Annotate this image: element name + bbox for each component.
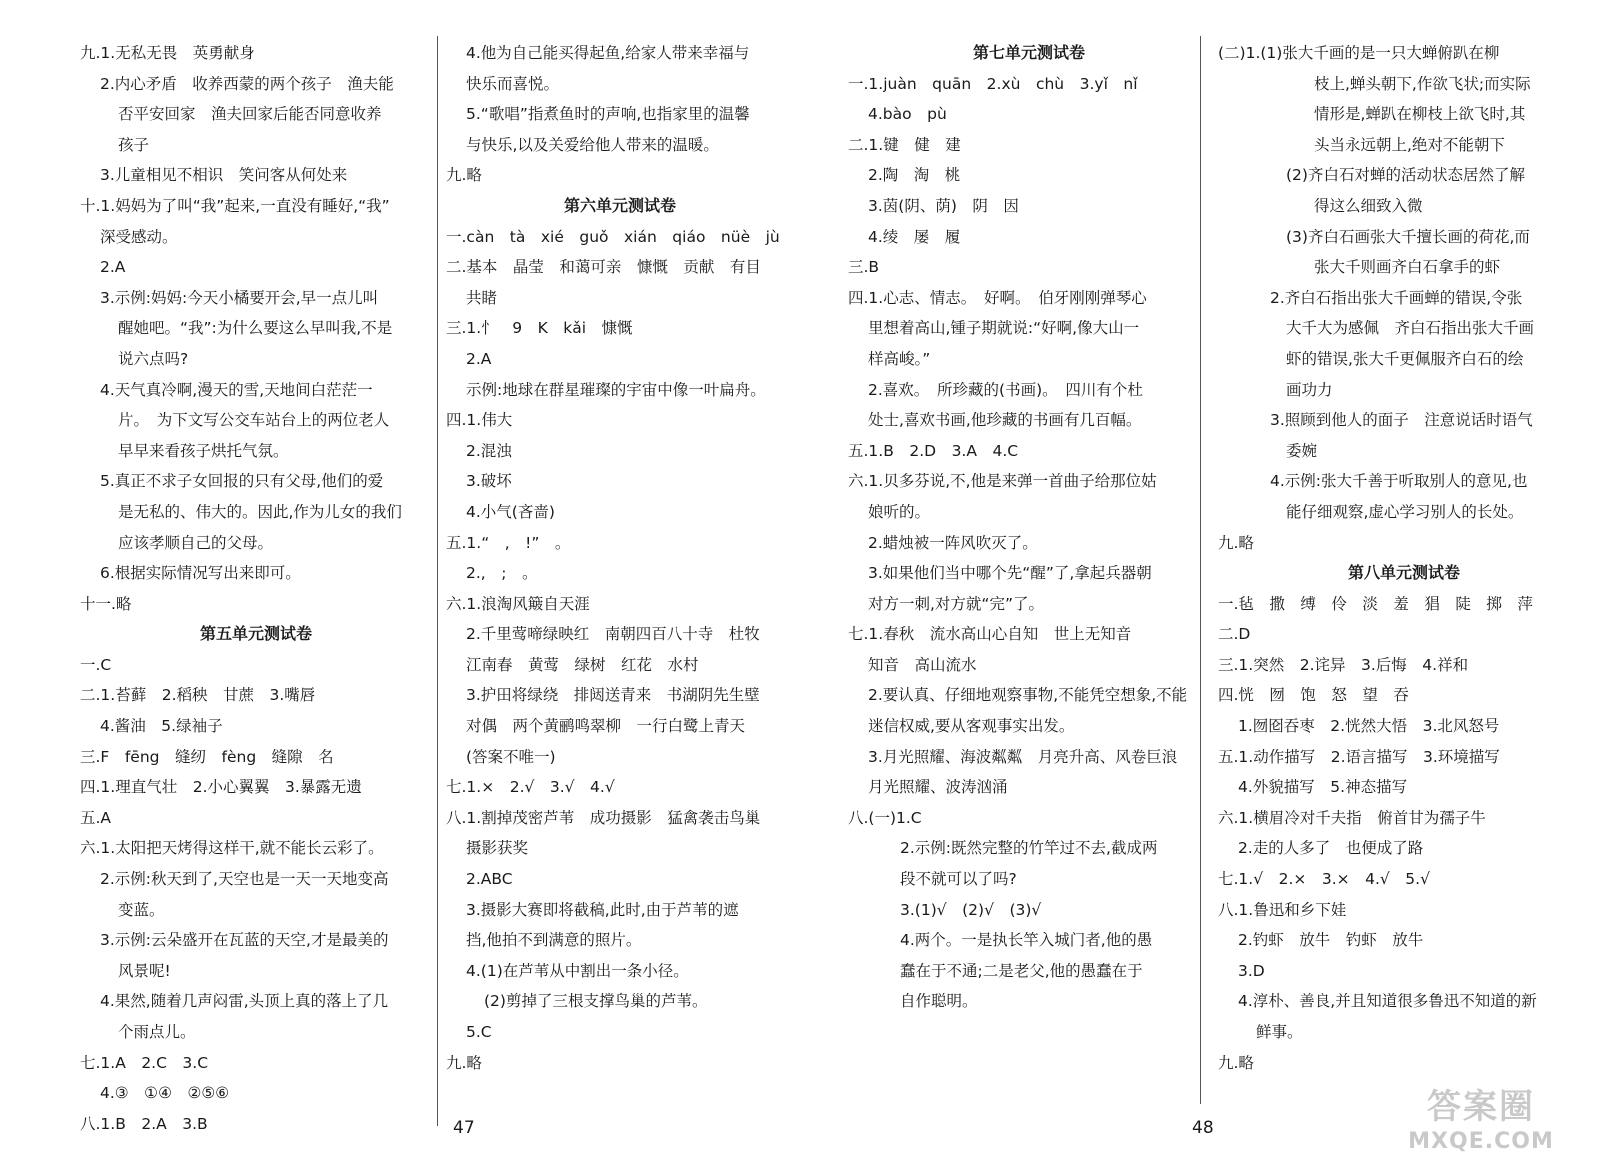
answer-line: 早早来看孩子烘托气氛。 (118, 441, 289, 460)
answer-line: 3.护田将绿绕 排闼送青来 书湖阴先生壁 (466, 686, 760, 705)
answer-column-2 (446, 38, 794, 1078)
answer-line: 一.càn tà xié guǒ xián qiáo nüè jù (446, 227, 780, 246)
answer-line: 九.略 (1218, 533, 1254, 552)
answer-line: 2.示例:秋天到了,天空也是一天一天地变高 (100, 870, 389, 889)
answer-line: (2)齐白石对蝉的活动状态居然了解 (1286, 166, 1525, 185)
answer-line: 5.“歌唱”指煮鱼时的声响,也指家里的温馨 (466, 105, 750, 124)
answer-line: 深受感动。 (100, 227, 178, 246)
answer-line: 个雨点儿。 (118, 1023, 196, 1041)
column-divider-left (437, 36, 438, 1126)
answer-line: 快乐而喜悦。 (466, 74, 560, 93)
answer-line: 3.示例:妈妈:今天小橘要开会,早一点儿叫 (100, 288, 379, 307)
answer-line: 枝上,蝉头朝下,作欲飞状;而实际 (1314, 74, 1531, 93)
page-number-right: 48 (1192, 1118, 1214, 1138)
answer-line: 5.真正不求子女回报的只有父母,他们的爱 (100, 472, 384, 491)
answer-line: 对偶 两个黄鹂鸣翠柳 一行白鹭上青天 (466, 717, 746, 736)
answer-line: (二)1.(1)张大千画的是一只大蝉俯趴在柳 (1218, 44, 1500, 62)
answer-column-3 (848, 38, 1210, 1017)
answer-line: 一.C (80, 655, 112, 674)
answer-line: 二.D (1218, 625, 1251, 644)
answer-line: 4.外貌描写 5.神态描写 (1238, 778, 1408, 797)
answer-column-1 (80, 38, 432, 1139)
watermark-logo (1406, 1086, 1556, 1164)
answer-line: 六.1.贝多芬说,不,他是来弹一首曲子给那位姑 (848, 472, 1157, 491)
answer-line: 1.囫囵吞枣 2.恍然大悟 3.北风怒号 (1238, 717, 1500, 736)
answer-line: 能仔细观察,虚心学习别人的长处。 (1286, 502, 1524, 521)
answer-line: 2.ABC (466, 870, 513, 889)
answer-line: 否平安回家 渔夫回家后能否同意收养 (118, 105, 382, 124)
answer-line: 2.混浊 (466, 441, 512, 460)
answer-line: 知音 高山流水 (868, 655, 977, 674)
answer-line: 2.示例:既然完整的竹竿过不去,截成两 (900, 839, 1158, 858)
answer-line: 2.钓虾 放牛 钓虾 放牛 (1238, 931, 1424, 950)
answer-line: 3.D (1238, 961, 1265, 980)
answer-line: 5.C (466, 1023, 492, 1041)
answer-line: 4.天气真冷啊,漫天的雪,天地间白茫茫一 (100, 380, 373, 399)
answer-line: 娘听的。 (868, 502, 931, 521)
answer-line: 4.他为自己能买得起鱼,给家人带来幸福与 (466, 44, 750, 62)
answer-line: 示例:地球在群星璀璨的宇宙中像一叶扁舟。 (466, 380, 766, 399)
answer-line: (2)剪掉了三根支撑鸟巢的芦苇。 (484, 992, 708, 1011)
section-heading: 第五单元测试卷 (199, 624, 312, 644)
answer-line: 2.内心矛盾 收养西蒙的两个孩子 渔夫能 (100, 74, 394, 93)
answer-line: 4.③ ①④ ②⑤⑥ (100, 1084, 230, 1103)
answer-line: 3.如果他们当中哪个先“醒”了,拿起兵器朝 (868, 564, 1152, 583)
page-number-left: 47 (453, 1118, 475, 1138)
answer-line: 四.1.心志、情志。 好啊。 伯牙刚刚弹琴心 (848, 288, 1147, 307)
answer-line: 片。 为下文写公交车站台上的两位老人 (118, 411, 390, 430)
answer-line: 五.1.B 2.D 3.A 4.C (848, 441, 1019, 460)
answer-line: 九.略 (1218, 1053, 1254, 1072)
answer-line: 四.恍 囫 饱 怒 望 吞 (1218, 686, 1409, 705)
answer-line: 与快乐,以及关爱给他人带来的温暖。 (466, 135, 719, 154)
answer-line: 3.(1)√ (2)√ (3)√ (900, 900, 1042, 919)
answer-line: 五.1.动作描写 2.语言描写 3.环境描写 (1218, 747, 1500, 766)
watermark-line-1: 答案圈 (1427, 1087, 1535, 1127)
answer-line: 七.1.√ 2.× 3.× 4.√ 5.√ (1218, 870, 1430, 889)
answer-line: 3.月光照耀、海波粼粼 月亮升高、风卷巨浪 (868, 747, 1178, 766)
answer-line: 4.bào pù (868, 105, 947, 124)
answer-line: 2.齐白石指出张大千画蝉的错误,令张 (1270, 288, 1523, 307)
answer-line: 五.A (80, 808, 112, 827)
answer-line: 4.淳朴、善良,并且知道很多鲁迅不知道的新 (1238, 992, 1537, 1011)
answer-line: 六.1.横眉冷对千夫指 俯首甘为孺子牛 (1218, 808, 1486, 827)
answer-line: 4.示例:张大千善于听取别人的意见,也 (1270, 472, 1528, 491)
answer-line: 3.示例:云朵盛开在瓦蓝的天空,才是最美的 (100, 931, 389, 950)
answer-line: 月光照耀、波涛汹涌 (868, 778, 1008, 797)
answer-line: 共睹 (466, 288, 498, 307)
answer-line: 虾的错误,张大千更佩服齐白石的绘 (1286, 349, 1524, 368)
answer-line: 3.儿童相见不相识 笑问客从何处来 (100, 166, 348, 185)
answer-line: (3)齐白石画张大千擅长画的荷花,而 (1286, 227, 1530, 246)
answer-line: 2.要认真、仔细地观察事物,不能凭空想象,不能 (868, 686, 1188, 705)
answer-line: 七.1.春秋 流水高山心自知 世上无知音 (848, 625, 1132, 644)
answer-line: 六.1.浪淘风簸自天涯 (446, 594, 590, 613)
answer-line: 2.A (100, 258, 126, 277)
answer-line: 4.酱油 5.绿袖子 (100, 717, 223, 736)
answer-line: 一.1.juàn quān 2.xù chù 3.yǐ nǐ (848, 74, 1138, 93)
answer-line: 应该孝顺自己的父母。 (118, 533, 274, 552)
answer-line: 十一.略 (80, 594, 132, 613)
answer-line: 八.(一)1.C (848, 808, 922, 827)
answer-line: 七.1.A 2.C 3.C (80, 1053, 209, 1072)
answer-line: 2.千里莺啼绿映红 南朝四百八十寺 杜牧 (466, 625, 760, 644)
answer-line: 委婉 (1286, 441, 1318, 460)
answer-line: 3.茵(阴、荫) 阴 因 (868, 196, 1019, 215)
answer-line: 2.陶 淘 桃 (868, 166, 961, 185)
answer-line: 变蓝。 (118, 900, 165, 919)
answer-line: 三.B (848, 258, 880, 277)
section-heading: 第七单元测试卷 (972, 43, 1085, 62)
answer-line: 3.破坏 (466, 472, 512, 491)
answer-column-4 (1218, 38, 1590, 1078)
answer-line: 迷信权威,要从客观事实出发。 (868, 717, 1075, 736)
answer-line: 醒她吧。“我”:为什么要这么早叫我,不是 (118, 319, 393, 338)
answer-line: 九.略 (446, 166, 482, 185)
answer-line: 挡,他拍不到满意的照片。 (466, 931, 642, 950)
answer-line: 4.两个。一是执长竿入城门者,他的愚 (900, 931, 1153, 950)
column-divider-right (1200, 36, 1201, 1104)
answer-line: 情形是,蝉趴在柳枝上欲飞时,其 (1314, 105, 1526, 124)
answer-line: 6.根据实际情况写出来即可。 (100, 564, 301, 583)
answer-line: 样高峻。” (868, 349, 931, 368)
answer-line: 2., ; 。 (466, 564, 538, 583)
answer-line: 八.1.B 2.A 3.B (80, 1114, 208, 1133)
answer-line: (答案不唯一) (466, 747, 556, 766)
answer-line: 是无私的、伟大的。因此,作为儿女的我们 (118, 502, 402, 521)
answer-line: 二.基本 晶莹 和蔼可亲 慷慨 贡献 有目 (446, 258, 761, 277)
section-heading: 第六单元测试卷 (563, 195, 676, 215)
answer-line: 二.1.键 健 建 (848, 135, 961, 154)
answer-line: 四.1.伟大 (446, 411, 513, 430)
answer-line: 鲜事。 (1256, 1023, 1303, 1041)
answer-line: 自作聪明。 (900, 992, 978, 1011)
section-heading: 第八单元测试卷 (1347, 563, 1460, 583)
answer-line: 4.(1)在芦苇从中割出一条小径。 (466, 961, 689, 980)
answer-line: 蠢在于不通;二是老父,他的愚蠢在于 (900, 961, 1143, 980)
answer-line: 2.A (466, 349, 492, 368)
answer-line: 2.喜欢。 所珍藏的(书画)。 四川有个杜 (868, 380, 1143, 399)
answer-line: 3.摄影大赛即将截稿,此时,由于芦苇的遮 (466, 900, 739, 919)
answer-line: 处士,喜欢书画,他珍藏的书画有几百幅。 (868, 411, 1142, 430)
answer-line: 二.1.苔藓 2.稻秧 甘蔗 3.嘴唇 (80, 686, 316, 705)
answer-line: 五.1.“ , !” 。 (446, 533, 571, 552)
answer-line: 三.F fēng 缝纫 fèng 缝隙 名 (80, 747, 334, 766)
answer-line: 四.1.理直气壮 2.小心翼翼 3.暴露无遗 (80, 778, 362, 797)
answer-line: 大千大为感佩 齐白石指出张大千画 (1286, 319, 1535, 338)
answer-line: 4.小气(吝啬) (466, 502, 555, 521)
answer-line: 对方一刺,对方就“完”了。 (868, 594, 1044, 613)
answer-line: 江南春 黄莺 绿树 红花 水村 (466, 655, 699, 674)
answer-line: 九.略 (446, 1053, 482, 1072)
answer-line: 三.1.忄 9 K kǎi 慷慨 (446, 319, 633, 338)
answer-line: 风景呢! (118, 961, 171, 980)
answer-line: 一.毡 撒 缚 伶 淡 羞 猖 陡 掷 萍 (1218, 594, 1533, 613)
answer-line: 4.果然,随着几声闷雷,头顶上真的落上了几 (100, 992, 389, 1011)
answer-line: 3.照顾到他人的面子 注意说话时语气 (1270, 411, 1533, 430)
answer-line: 2.蜡烛被一阵风吹灭了。 (868, 533, 1038, 552)
answer-line: 七.1.× 2.√ 3.√ 4.√ (446, 778, 615, 797)
answer-line: 画功力 (1286, 380, 1333, 399)
answer-line: 三.1.突然 2.诧异 3.后悔 4.祥和 (1218, 655, 1469, 674)
answer-line: 摄影获奖 (466, 839, 529, 858)
answer-line: 八.1.鲁迅和乡下娃 (1218, 900, 1347, 919)
answer-line: 说六点吗? (118, 349, 189, 368)
answer-line: 十.1.妈妈为了叫“我”起来,一直没有睡好,“我” (80, 196, 390, 215)
answer-line: 八.1.割掉茂密芦苇 成功摄影 猛禽袭击鸟巢 (446, 808, 761, 827)
answer-line: 六.1.太阳把天烤得这样干,就不能长云彩了。 (80, 839, 384, 858)
answer-line: 段不就可以了吗? (900, 870, 1017, 889)
answer-line: 得这么细致入微 (1314, 196, 1423, 215)
answer-line: 4.绫 屡 履 (868, 227, 961, 246)
answer-line: 里想着高山,锺子期就说:“好啊,像大山一 (868, 319, 1140, 338)
answer-line: 九.1.无私无畏 英勇献身 (80, 44, 255, 62)
answer-line: 孩子 (118, 135, 150, 154)
answer-line: 头当永远朝上,绝对不能朝下 (1314, 135, 1505, 154)
answer-line: 张大千则画齐白石拿手的虾 (1314, 258, 1501, 277)
watermark-line-2: MXQE.COM (1408, 1129, 1554, 1154)
answer-line: 2.走的人多了 也便成了路 (1238, 839, 1424, 858)
